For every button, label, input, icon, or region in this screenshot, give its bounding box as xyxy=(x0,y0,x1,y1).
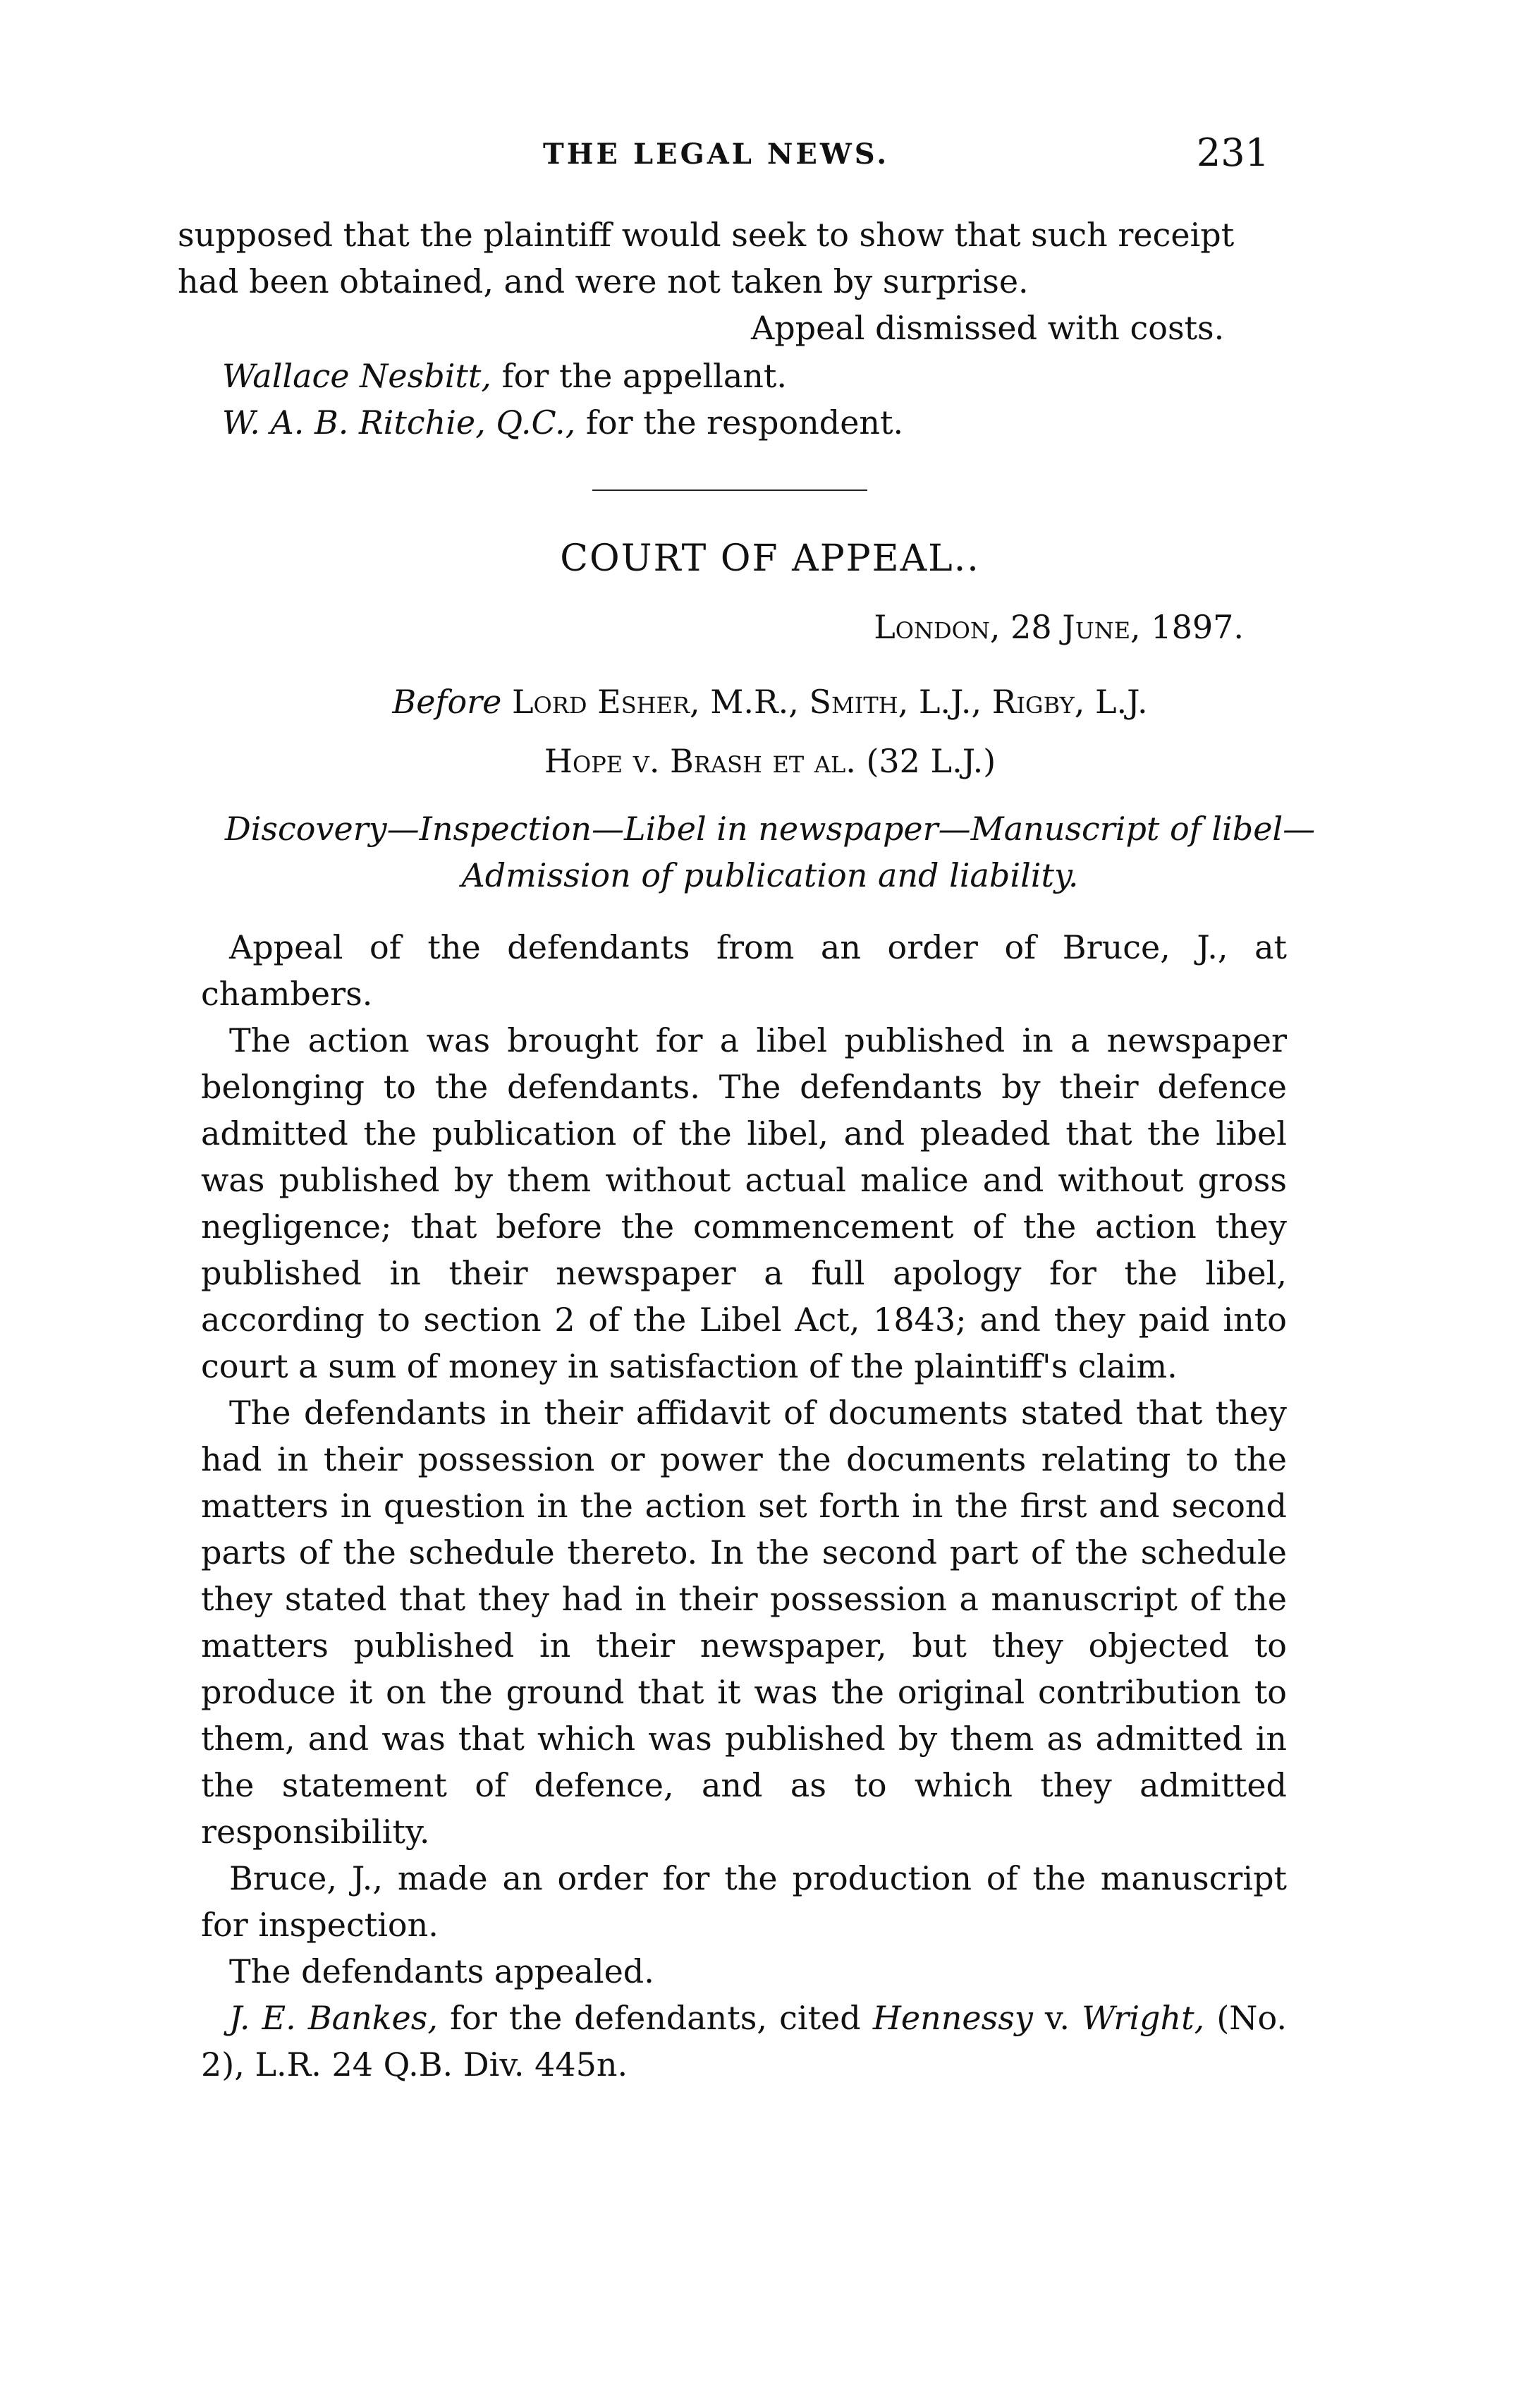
court-title: COURT OF APPEAL.. xyxy=(560,537,980,580)
counsel-appellant-name: Wallace Nesbitt, xyxy=(222,357,491,395)
bench-prefix: Before xyxy=(392,683,502,721)
style-of-cause: Hope v. Brash et al. (32 L.J.) xyxy=(544,742,996,780)
headnote-line-2: Admission of publication and liability. xyxy=(461,856,1079,894)
section-divider xyxy=(592,489,867,491)
place-date: London, 28 June, 1897. xyxy=(874,608,1244,646)
paragraph-4: Bruce, J., made an order for the production of the manuscript for inspection. xyxy=(201,1859,1287,1944)
paragraph-6 xyxy=(201,1995,1287,2088)
continuation-line-2: had been obtained, and were not taken by surprise. xyxy=(178,262,1029,300)
counsel-appellant-role: for the appellant. xyxy=(501,357,788,395)
bench-line xyxy=(0,683,1540,721)
paragraph-1: Appeal of the defendants from an order of Bruce, J., at chambers. xyxy=(201,928,1287,1013)
cited-case-versus: v. xyxy=(1044,1999,1070,2037)
continuation-line-1: supposed that the plaintiff would seek to show that such receipt xyxy=(178,216,1235,254)
paragraph-5: The defendants appealed. xyxy=(229,1952,654,1990)
counsel-appellant xyxy=(222,353,787,399)
cited-case-citation: (No. 2), L.R. 24 Q.B. Div. 445n. xyxy=(201,1999,1288,2084)
cited-case-party-1: Hennessy xyxy=(872,1999,1033,2037)
counsel-respondent-name: W. A. B. Ritchie, Q.C., xyxy=(222,403,576,442)
headnote-line-1: Discovery—Inspection—Libel in newspaper—Manuscript of libel— xyxy=(224,810,1316,848)
bench-judges: Lord Esher, M.R., Smith, L.J., Rigby, L.J. xyxy=(511,683,1148,721)
paragraph-2: The action was brought for a libel published in a newspaper belonging to the defendants. The defendants by their defence admitted the publication of the libel, and pleaded that the libel was published by them without actual malice and without gross negligence; that before the commencement of the action they published in their newspaper a full apology for the libel, according to section 2 of the Libel Act, 1843; and they paid into court a sum of money in satisfaction of the plaintiff's claim. xyxy=(201,1021,1287,1385)
cited-case-party-2: Wright, xyxy=(1082,1999,1205,2037)
counsel-respondent-role: for the respondent. xyxy=(585,403,904,442)
page-header xyxy=(183,130,1269,180)
counsel-respondent xyxy=(222,399,903,446)
page-number: 231 xyxy=(1196,130,1269,175)
running-head: THE LEGAL NEWS. xyxy=(543,138,890,171)
disposition: Appeal dismissed with costs. xyxy=(751,309,1225,347)
paragraph-3: The defendants in their affidavit of documents stated that they had in their possession or power the documents relating to the matters in question in the action set forth in the first and second parts of the schedule thereto. In the second part of the schedule they stated that they had in their possession a manuscript of the matters published in their newspaper, but they objected to produce it on the ground that it was the original contribution to them, and was that which was published by them as admitted in the statement of defence, and as to which they admitted responsibility. xyxy=(201,1394,1287,1851)
counsel-defendants-text: for the defendants, cited xyxy=(450,1999,861,2037)
counsel-defendants: J. E. Bankes, xyxy=(229,1999,439,2037)
